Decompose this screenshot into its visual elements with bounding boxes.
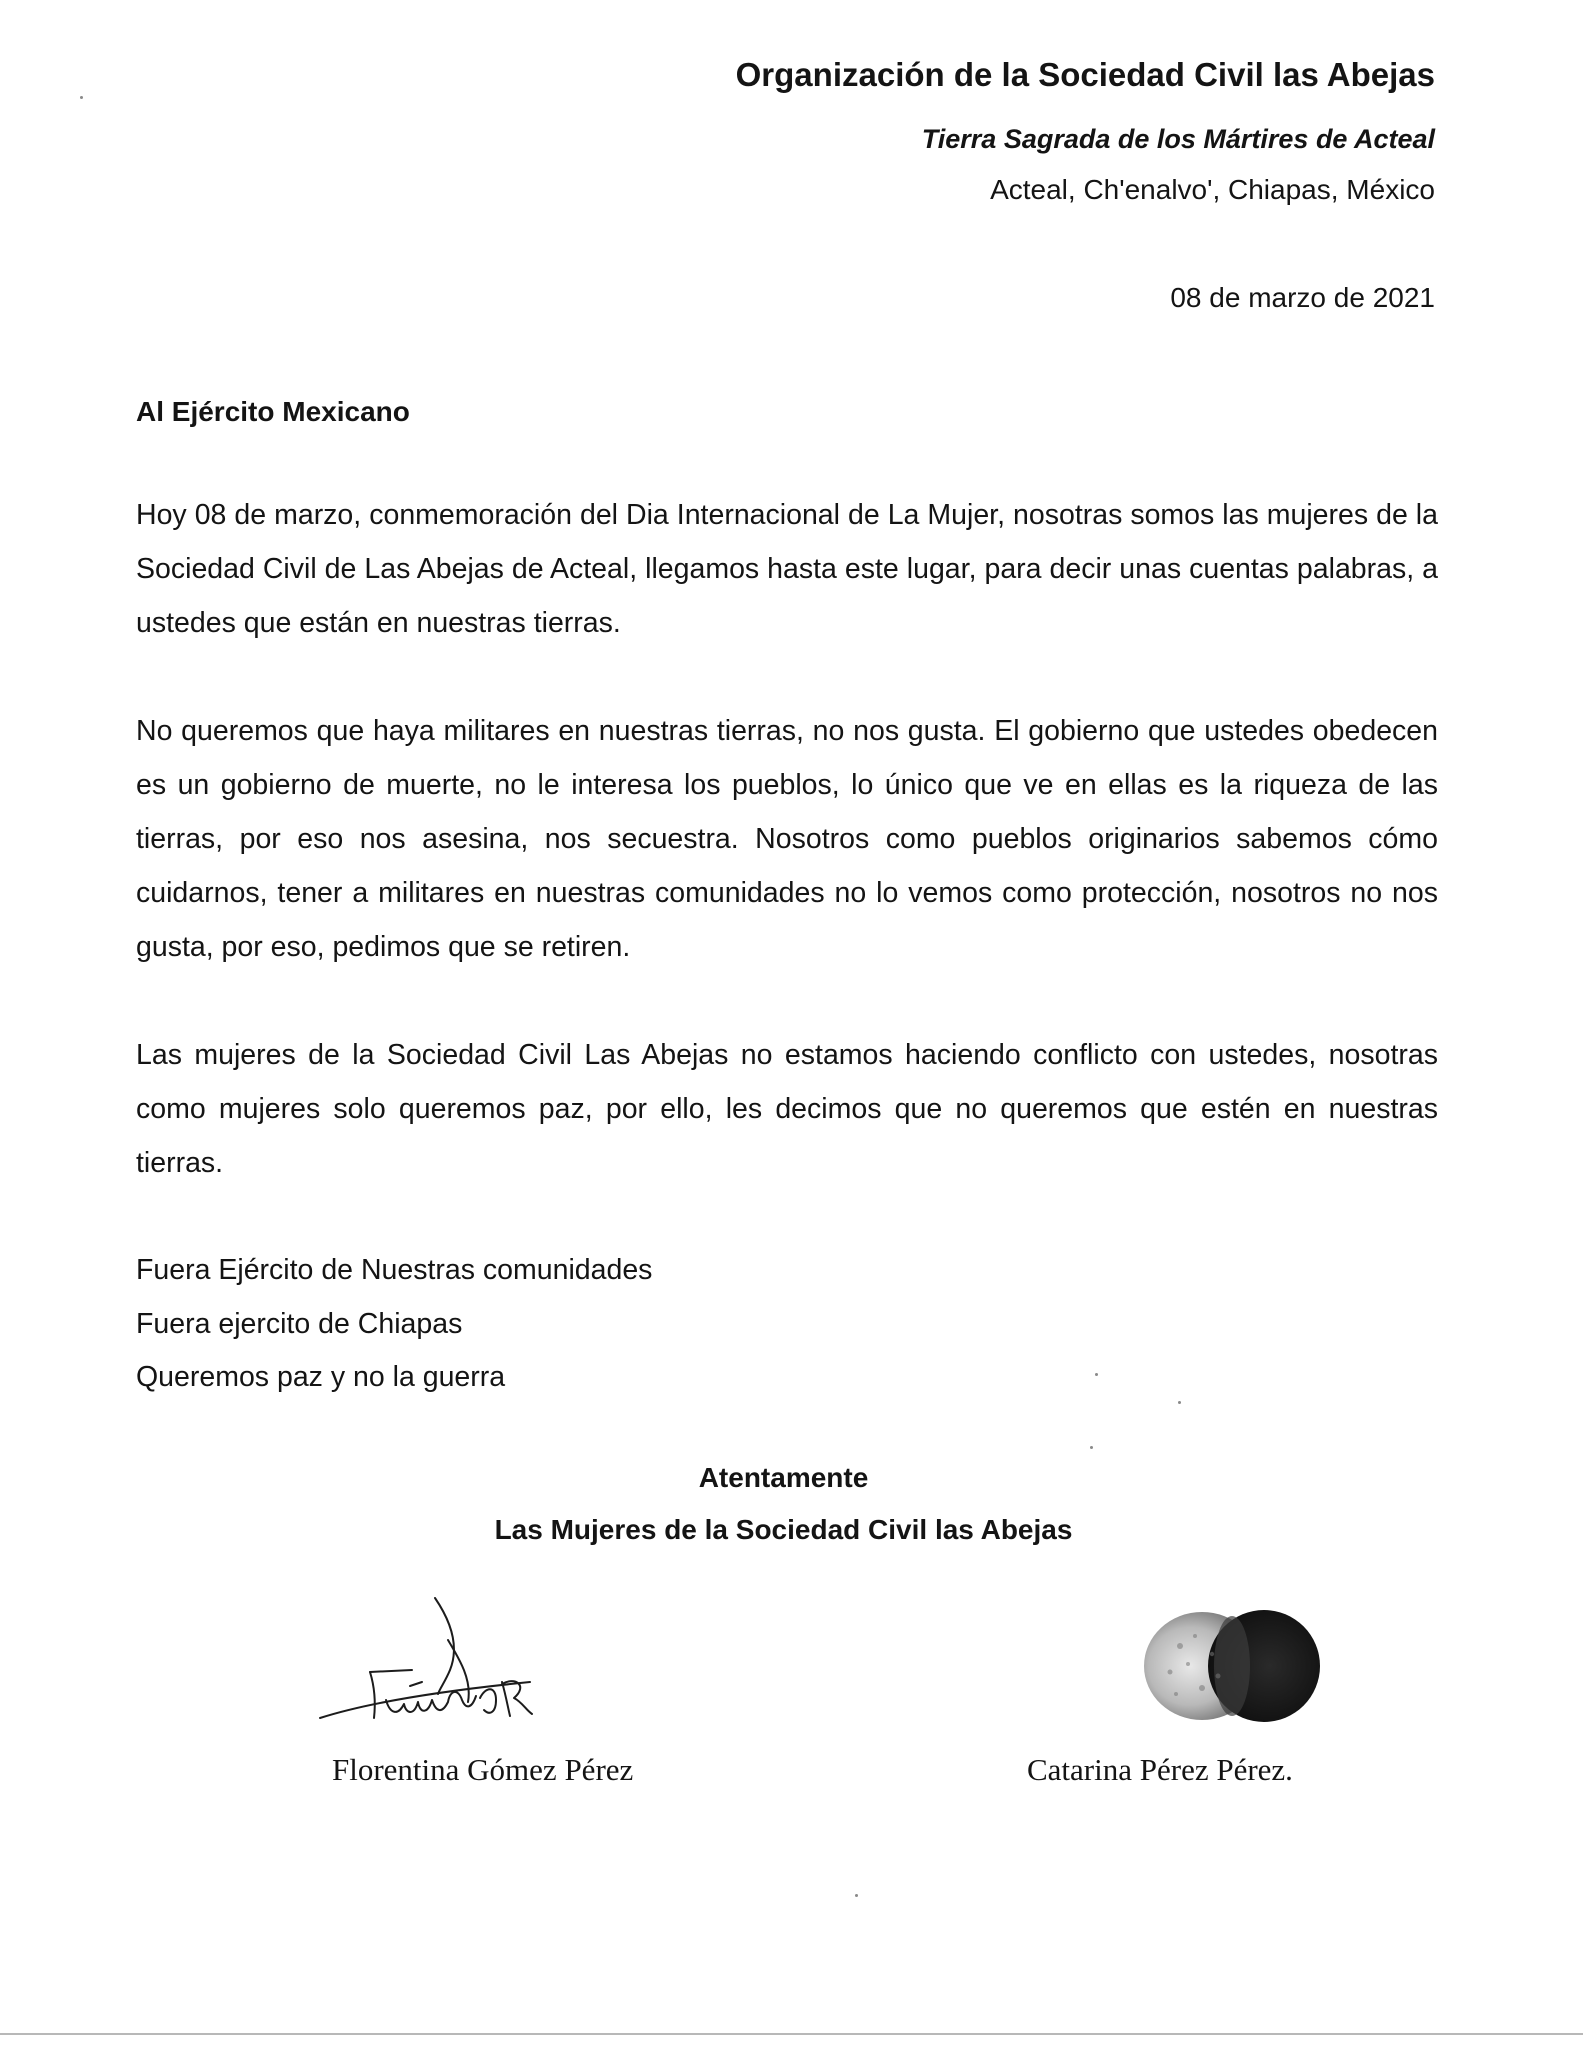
recipient-heading: Al Ejército Mexicano xyxy=(136,396,410,427)
signatory-name-right: Catarina Pérez Pérez. xyxy=(1027,1752,1293,1787)
closing-salutation: Atentamente xyxy=(698,1462,869,1493)
thumbprint-mark xyxy=(1140,1606,1322,1726)
scan-speck xyxy=(1178,1401,1181,1404)
scan-edge-line xyxy=(0,2033,1583,2035)
slogan-line: Fuera ejercito de Chiapas xyxy=(136,1307,463,1340)
scan-speck xyxy=(1095,1373,1098,1376)
scan-speck xyxy=(855,1894,858,1897)
organization-location: Acteal, Ch'enalvo', Chiapas, México xyxy=(990,174,1435,205)
organization-name: Organización de la Sociedad Civil las Abejas xyxy=(735,56,1435,93)
slogan-list xyxy=(136,1244,652,1405)
scan-speck xyxy=(80,96,83,99)
organization-subtitle: Tierra Sagrada de los Mártires de Acteal xyxy=(921,124,1435,154)
body-paragraph-1: Hoy 08 de marzo, conmemoración del Dia Internacional de La Mujer, nosotras somos las mujeres de la Sociedad Civil de Las Abejas de Acteal, llegamos hasta este lugar, para decir unas cuentas palabras, a ustedes que están en nuestras tierras. xyxy=(136,499,1438,639)
signatory-name-left: Florentina Gómez Pérez xyxy=(332,1752,634,1787)
signatory-group: Las Mujeres de la Sociedad Civil las Abejas xyxy=(494,1514,1073,1545)
body-paragraph-2: No queremos que haya militares en nuestras tierras, no nos gusta. El gobierno que ustedes obedecen es un gobierno de muerte, no le interesa los pueblos, lo único que ve en ellas es la riqueza de las tierras, por eso nos asesina, nos secuestra. Nosotros como pueblos originarios sabemos cómo cuidarnos, tener a militares en nuestras comunidades no lo vemos como protección, nosotros no nos gusta, por eso, pedimos que se retiren. xyxy=(136,715,1438,963)
letter-date: 08 de marzo de 2021 xyxy=(1170,282,1435,313)
body-paragraph-3: Las mujeres de la Sociedad Civil Las Abejas no estamos haciendo conflicto con ustedes, nosotras como mujeres solo queremos paz, por ello, les decimos que no queremos que estén en nuestras tierras. xyxy=(136,1039,1438,1179)
scan-speck xyxy=(1090,1446,1093,1449)
slogan-line: Fuera Ejército de Nuestras comunidades xyxy=(136,1254,653,1286)
handwritten-signature xyxy=(300,1590,550,1740)
slogan-line: Queremos paz y no la guerra xyxy=(136,1361,506,1393)
